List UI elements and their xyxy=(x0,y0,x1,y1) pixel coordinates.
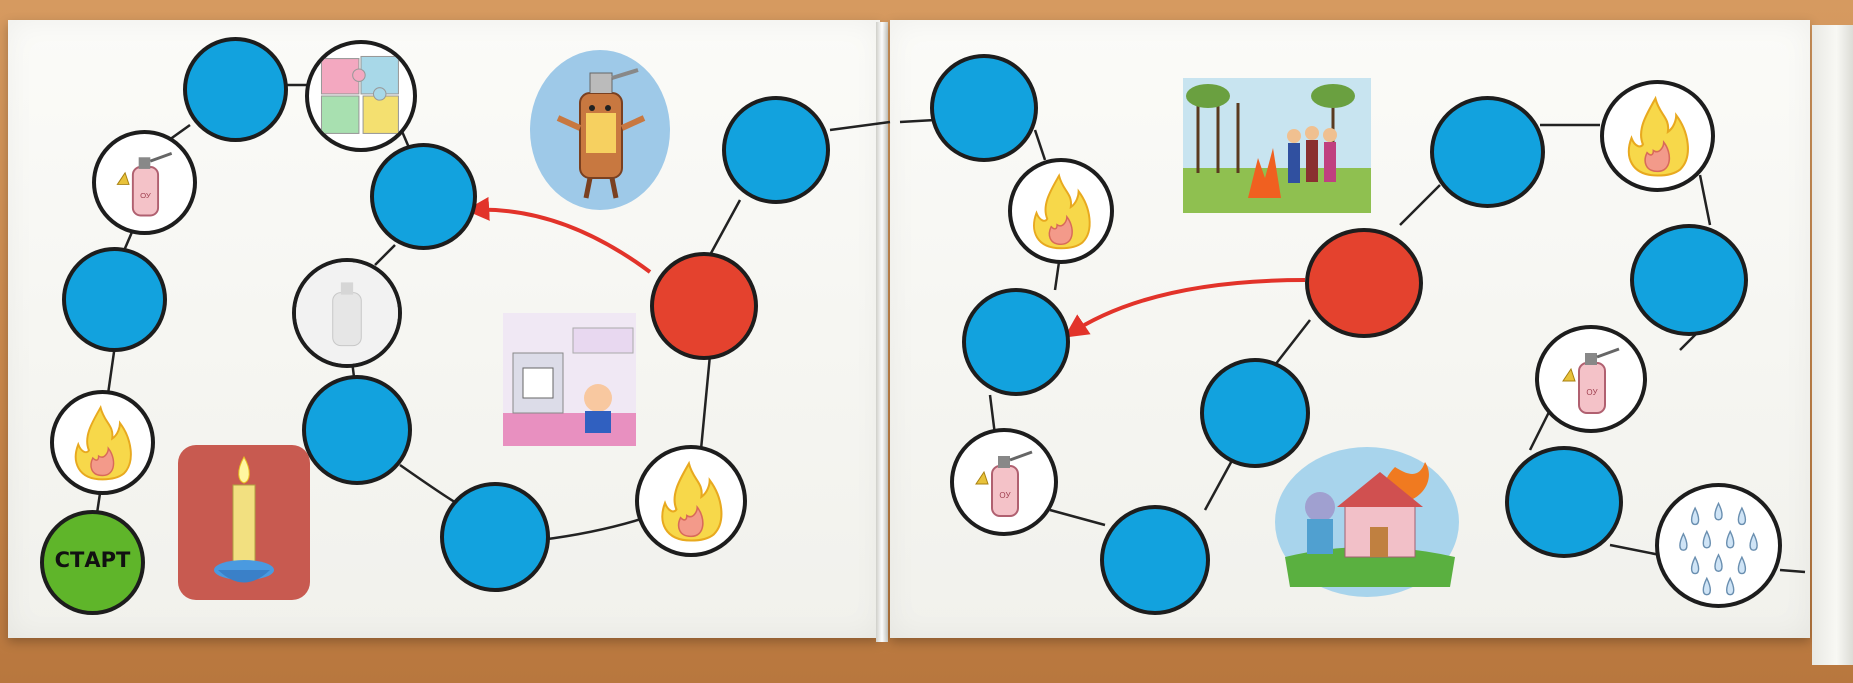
fire-extinguisher-icon xyxy=(96,134,193,231)
red-shortcut-node xyxy=(650,252,758,360)
start-node xyxy=(40,510,145,615)
blue-node xyxy=(370,143,477,250)
fire-node xyxy=(1600,80,1715,192)
blue-node xyxy=(440,482,550,592)
blue-node xyxy=(722,96,830,204)
kitchen-hazard-picture xyxy=(503,313,636,446)
fire-node xyxy=(635,445,747,557)
blue-node xyxy=(930,54,1038,162)
blue-node xyxy=(1505,446,1623,558)
blue-node xyxy=(962,288,1070,396)
svg-text:ОУ: ОУ xyxy=(1586,388,1598,397)
forest-fire-picture xyxy=(1183,78,1371,213)
fire-node xyxy=(1008,158,1114,264)
svg-text:ОУ: ОУ xyxy=(140,191,151,201)
fire-icon xyxy=(54,394,151,491)
extinguisher-node xyxy=(1535,325,1647,433)
blue-node xyxy=(1630,224,1748,336)
fire-icon xyxy=(1604,84,1711,188)
fire-node xyxy=(50,390,155,495)
blue-node xyxy=(183,37,288,142)
start-label: СТАРТ xyxy=(54,548,131,572)
extinguisher-node xyxy=(950,428,1058,536)
red-shortcut-node xyxy=(1305,228,1423,338)
fire-icon xyxy=(639,449,743,553)
puzzle-node xyxy=(305,40,417,152)
blue-node xyxy=(1430,96,1545,208)
blue-node xyxy=(1100,505,1210,615)
extinguisher-node xyxy=(92,130,197,235)
burning-house-picture xyxy=(1275,447,1460,597)
extinguisher-mascot xyxy=(528,48,673,213)
faded-extinguisher-node xyxy=(292,258,402,368)
candle-picture xyxy=(178,445,310,600)
svg-text:ОУ: ОУ xyxy=(999,491,1011,500)
water-node xyxy=(1655,483,1782,608)
fire-extinguisher-icon xyxy=(1539,329,1643,429)
blue-node xyxy=(302,375,412,485)
blue-node xyxy=(62,247,167,352)
fire-extinguisher-icon xyxy=(954,432,1054,532)
water-drops-icon xyxy=(1659,487,1778,604)
puzzle-icon xyxy=(309,44,413,148)
fire-extinguisher-icon xyxy=(296,262,398,364)
fire-icon xyxy=(1012,162,1110,260)
